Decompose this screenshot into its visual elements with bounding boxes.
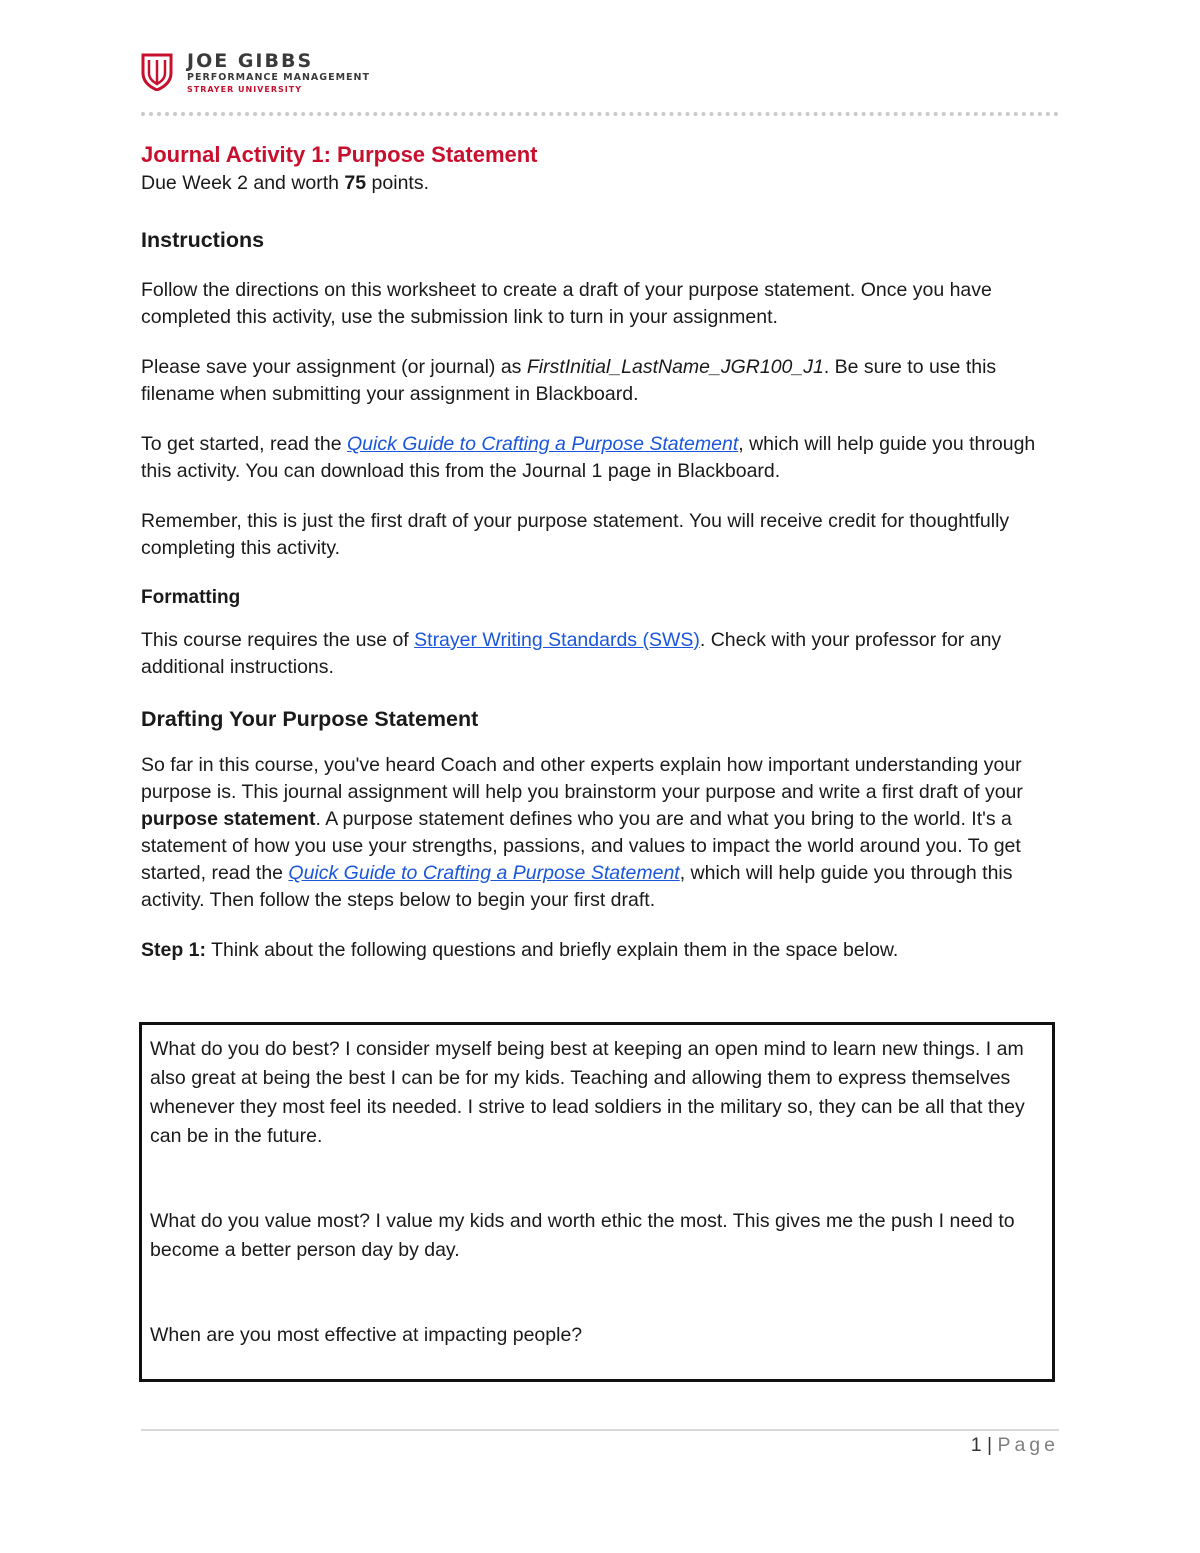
formatting-paragraph <box>141 627 1059 681</box>
due-prefix: Due Week 2 and worth <box>141 172 345 194</box>
text-run: . Check with your professor for any additional instructions. <box>141 629 1002 678</box>
due-points: 75 <box>344 172 367 194</box>
due-line <box>141 170 1059 197</box>
instructions-paragraph-4: Remember, this is just the first draft of your purpose statement. You will receive credit for thoughtfully completing this activity. <box>141 510 1010 559</box>
instructions-heading: Instructions <box>141 228 265 252</box>
answer-box[interactable] <box>139 1022 1055 1382</box>
text-run: So far in this course, you've heard Coach and other experts explain how important understanding your purpose is. This journal assignment will help you brainstorm your purpose and write a first draft of your <box>141 754 1023 803</box>
logo-university: STRAYER UNIVERSITY <box>187 85 302 94</box>
text-run: Think about the following questions and briefly explain them in the space below. <box>206 939 899 961</box>
text-run: , which will help guide you through this activity. You can download this from the Journal 1 page in Blackboard. <box>141 433 1036 482</box>
document-page <box>141 0 1059 1553</box>
page-number: 1 <box>970 1434 982 1456</box>
header <box>141 50 1059 100</box>
purpose-statement-term: purpose statement <box>141 808 316 830</box>
page-title: Journal Activity 1: Purpose Statement <box>141 142 538 167</box>
answer-q1: What do you do best? I consider myself being best at keeping an open mind to learn new things. I am also great at being the best I can be for my kids. Teaching and allowing them to express themselves whenever they most feel its needed. I strive to lead soldiers in the military so, they can be all that they can be in the future. <box>150 1038 1025 1147</box>
text-run: Please save your assignment (or journal) as <box>141 356 527 378</box>
logo-subtitle: PERFORMANCE MANAGEMENT <box>187 72 370 83</box>
text-run: . Be sure to use this filename when submitting your assignment in Blackboard. <box>141 356 997 405</box>
due-suffix: points. <box>366 172 429 194</box>
instructions-paragraph-1: Follow the directions on this worksheet to create a draft of your purpose statement. Once you have completed this activity, use the submission link to turn in your assignment. <box>141 279 992 328</box>
header-divider <box>141 112 1059 116</box>
formatting-heading: Formatting <box>141 587 241 608</box>
quick-guide-link-2[interactable]: Quick Guide to Crafting a Purpose Statement <box>288 862 680 884</box>
drafting-paragraph <box>141 752 1059 914</box>
sws-link[interactable]: Strayer Writing Standards (SWS) <box>414 629 700 651</box>
answer-q3: When are you most effective at impacting people? <box>150 1324 583 1346</box>
text-run: . A purpose statement defines who you are and what you bring to the world. It's a statement of how you use your strengths, passions, and values to impact the world around you. To get started, read the <box>141 808 1021 884</box>
drafting-heading: Drafting Your Purpose Statement <box>141 707 479 731</box>
text-run: To get started, read the <box>141 433 347 455</box>
document-body <box>141 140 1059 987</box>
step1-paragraph <box>141 937 1059 964</box>
text-run: This course requires the use of <box>141 629 415 651</box>
shield-logo-icon <box>141 53 173 91</box>
page-separator: | <box>981 1434 998 1456</box>
page-label: Page <box>997 1434 1059 1456</box>
text-run: , which will help guide you through this activity. Then follow the steps below to begin your first draft. <box>141 862 1013 911</box>
step1-label: Step 1: <box>141 939 207 961</box>
quick-guide-link[interactable]: Quick Guide to Crafting a Purpose Statement <box>346 433 739 455</box>
footer-divider <box>141 1429 1059 1431</box>
filename-format: FirstInitial_LastName_JGR100_J1 <box>526 356 824 378</box>
instructions-paragraph-2 <box>141 354 1059 408</box>
answer-q2: What do you value most? I value my kids and worth ethic the most. This gives me the push I need to become a better person day by day. <box>150 1210 1015 1261</box>
instructions-paragraph-3 <box>141 431 1059 485</box>
page-footer <box>971 1434 1059 1457</box>
logo-title: JOE GIBBS <box>187 50 314 72</box>
